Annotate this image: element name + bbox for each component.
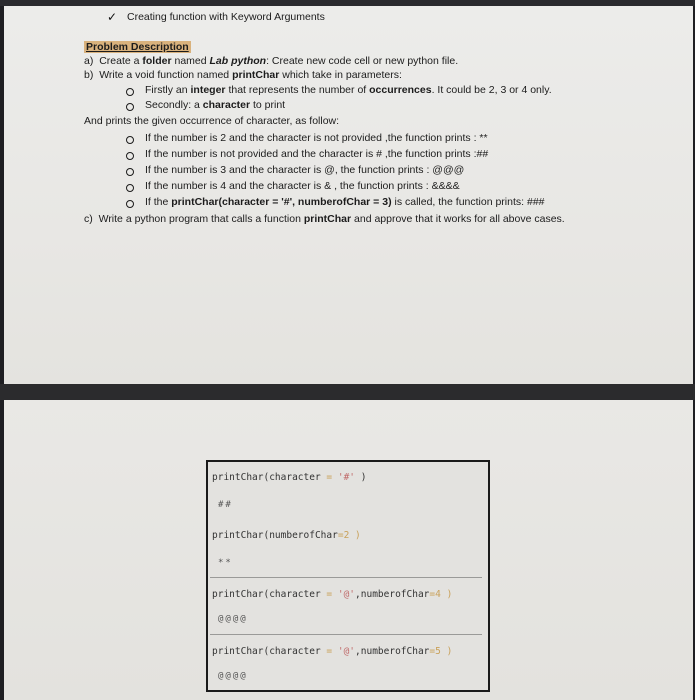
section-heading: Creating function with Keyword Arguments	[127, 11, 325, 23]
case-2: If the number is not provided and the character is # ,the function prints :##	[145, 148, 489, 160]
case-3: If the number is 3 and the character is @, the function prints : @@@	[145, 164, 465, 176]
bullet-icon	[126, 168, 134, 176]
code-output: @@@@	[218, 671, 248, 681]
item-b: b) Write a void function named printChar which take in parameters:	[84, 69, 402, 81]
bullet-icon	[126, 136, 134, 144]
code-line: printChar(character = '@',numberofChar=4 )	[212, 589, 453, 600]
cell-divider	[210, 577, 482, 578]
case-1: If the number is 2 and the character is not provided ,the function prints : **	[145, 132, 488, 144]
prints-intro: And prints the given occurrence of character, as follow:	[84, 115, 340, 127]
code-line: printChar(numberofChar=2 )	[212, 530, 361, 541]
code-line: printChar(character = '@',numberofChar=5 )	[212, 646, 453, 657]
code-output: ##	[218, 500, 233, 510]
bullet-icon	[126, 200, 134, 208]
checkmark-icon: ✓	[107, 10, 118, 24]
item-c: c) Write a python program that calls a function printChar and approve that it works for all above cases.	[84, 213, 565, 225]
code-line: printChar(character = '#' )	[212, 472, 367, 483]
param-2: Secondly: a character to print	[145, 99, 286, 111]
bullet-icon	[126, 184, 134, 192]
problem-label: Problem Description	[86, 41, 189, 53]
code-cells-panel	[206, 460, 490, 692]
page-gap	[0, 384, 695, 400]
case-4: If the number is 4 and the character is & , the function prints : &&&&	[145, 180, 460, 192]
code-output: @@@@	[218, 614, 248, 624]
code-output: **	[218, 558, 233, 568]
case-5: If the printChar(character = '#', numberofChar = 3) is called, the function prints: ###	[145, 196, 545, 208]
bullet-icon	[126, 103, 134, 111]
bullet-icon	[126, 88, 134, 96]
item-a: a) Create a folder named Lab python: Create new code cell or new python file.	[84, 55, 459, 67]
bullet-icon	[126, 152, 134, 160]
cell-divider	[210, 634, 482, 635]
param-1: Firstly an integer that represents the number of occurrences. It could be 2, 3 or 4 only.	[145, 84, 552, 96]
